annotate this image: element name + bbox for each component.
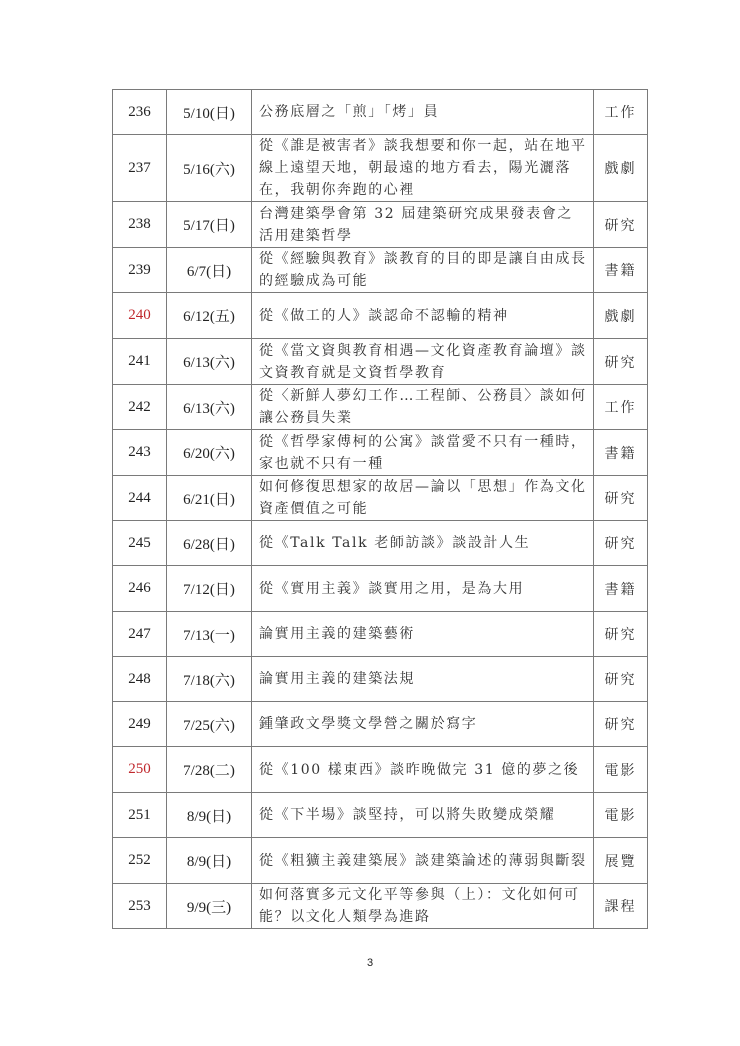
table-row — [113, 202, 648, 248]
entry-number: 245 — [113, 521, 167, 566]
entry-category: 研究 — [594, 202, 648, 248]
table-row — [113, 566, 648, 612]
table-row — [113, 884, 648, 929]
entry-title: 如何修復思想家的故居—論以「思想」作為文化資產價值之可能 — [252, 476, 594, 521]
entry-category: 研究 — [594, 339, 648, 385]
entry-title: 從《誰是被害者》談我想要和你一起，站在地平線上遠望天地，朝最遠的地方看去，陽光灑落在，我朝你奔跑的心裡 — [252, 135, 594, 202]
entry-title: 從《Talk Talk 老師訪談》談設計人生 — [252, 521, 594, 566]
entry-category: 研究 — [594, 612, 648, 657]
table-row — [113, 339, 648, 385]
table-row — [113, 430, 648, 476]
entry-category: 研究 — [594, 657, 648, 702]
table-row — [113, 793, 648, 838]
entry-title: 從《經驗與教育》談教育的目的即是讓自由成長的經驗成為可能 — [252, 248, 594, 293]
entry-date: 6/13(六) — [167, 339, 252, 385]
entry-number: 253 — [113, 884, 167, 929]
entry-category: 研究 — [594, 521, 648, 566]
table-row — [113, 90, 648, 135]
entry-category: 書籍 — [594, 248, 648, 293]
table-row — [113, 521, 648, 566]
entry-category: 研究 — [594, 476, 648, 521]
entry-category: 課程 — [594, 884, 648, 929]
entry-category: 工作 — [594, 90, 648, 135]
table-row — [113, 385, 648, 430]
table-row — [113, 612, 648, 657]
entry-date: 7/13(一) — [167, 612, 252, 657]
entry-category: 展覽 — [594, 838, 648, 884]
entry-title: 從〈新鮮人夢幻工作…工程師、公務員〉談如何讓公務員失業 — [252, 385, 594, 430]
entry-number: 242 — [113, 385, 167, 430]
entry-date: 6/21(日) — [167, 476, 252, 521]
table-row — [113, 657, 648, 702]
entry-date: 5/17(日) — [167, 202, 252, 248]
article-log-table — [112, 89, 648, 929]
table-row — [113, 747, 648, 793]
entry-date: 6/7(日) — [167, 248, 252, 293]
entry-title: 從《下半場》談堅持，可以將失敗變成榮耀 — [252, 793, 594, 838]
entry-number: 236 — [113, 90, 167, 135]
entry-title: 如何落實多元文化平等參與（上）：文化如何可能？以文化人類學為進路 — [252, 884, 594, 929]
entry-title: 從《哲學家傅柯的公寓》談當愛不只有一種時，家也就不只有一種 — [252, 430, 594, 476]
entry-title: 從《做工的人》談認命不認輸的精神 — [252, 293, 594, 339]
entry-title: 公務底層之「煎」「烤」員 — [252, 90, 594, 135]
entry-number: 239 — [113, 248, 167, 293]
page-number: 3 — [366, 957, 374, 969]
entry-title: 鍾肇政文學獎文學營之關於寫字 — [252, 702, 594, 747]
entry-title: 從《粗獷主義建築展》談建築論述的薄弱與斷裂 — [252, 838, 594, 884]
table-body — [113, 90, 648, 929]
entry-number: 240 — [113, 293, 167, 339]
table-row — [113, 476, 648, 521]
entry-number: 247 — [113, 612, 167, 657]
entry-number: 238 — [113, 202, 167, 248]
entry-date: 7/12(日) — [167, 566, 252, 612]
table-row — [113, 702, 648, 747]
entry-category: 電影 — [594, 747, 648, 793]
entry-number: 246 — [113, 566, 167, 612]
entry-date: 8/9(日) — [167, 838, 252, 884]
entry-date: 6/12(五) — [167, 293, 252, 339]
entry-date: 5/10(日) — [167, 90, 252, 135]
entry-category: 書籍 — [594, 566, 648, 612]
entry-number: 241 — [113, 339, 167, 385]
entry-title: 從《實用主義》談實用之用，是為大用 — [252, 566, 594, 612]
entry-category: 書籍 — [594, 430, 648, 476]
table-row — [113, 135, 648, 202]
entry-number: 251 — [113, 793, 167, 838]
entry-date: 7/18(六) — [167, 657, 252, 702]
table-row — [113, 838, 648, 884]
entry-number: 244 — [113, 476, 167, 521]
entry-category: 工作 — [594, 385, 648, 430]
entry-date: 5/16(六) — [167, 135, 252, 202]
entry-title: 從《當文資與教育相遇—文化資產教育論壇》談文資教育就是文資哲學教育 — [252, 339, 594, 385]
table-row — [113, 248, 648, 293]
entry-number: 248 — [113, 657, 167, 702]
entry-title: 從《100 樣東西》談昨晚做完 31 億的夢之後 — [252, 747, 594, 793]
entry-category: 戲劇 — [594, 293, 648, 339]
entry-date: 6/20(六) — [167, 430, 252, 476]
entry-category: 戲劇 — [594, 135, 648, 202]
entry-number: 250 — [113, 747, 167, 793]
entry-date: 8/9(日) — [167, 793, 252, 838]
entry-number: 252 — [113, 838, 167, 884]
entry-date: 9/9(三) — [167, 884, 252, 929]
table-row — [113, 293, 648, 339]
entry-date: 6/13(六) — [167, 385, 252, 430]
entry-title: 論實用主義的建築藝術 — [252, 612, 594, 657]
entry-title: 論實用主義的建築法規 — [252, 657, 594, 702]
entry-date: 7/25(六) — [167, 702, 252, 747]
entry-number: 237 — [113, 135, 167, 202]
entry-date: 7/28(二) — [167, 747, 252, 793]
entry-number: 243 — [113, 430, 167, 476]
entry-category: 研究 — [594, 702, 648, 747]
entry-number: 249 — [113, 702, 167, 747]
entry-date: 6/28(日) — [167, 521, 252, 566]
entry-category: 電影 — [594, 793, 648, 838]
entry-title: 台灣建築學會第 32 屆建築研究成果發表會之活用建築哲學 — [252, 202, 594, 248]
